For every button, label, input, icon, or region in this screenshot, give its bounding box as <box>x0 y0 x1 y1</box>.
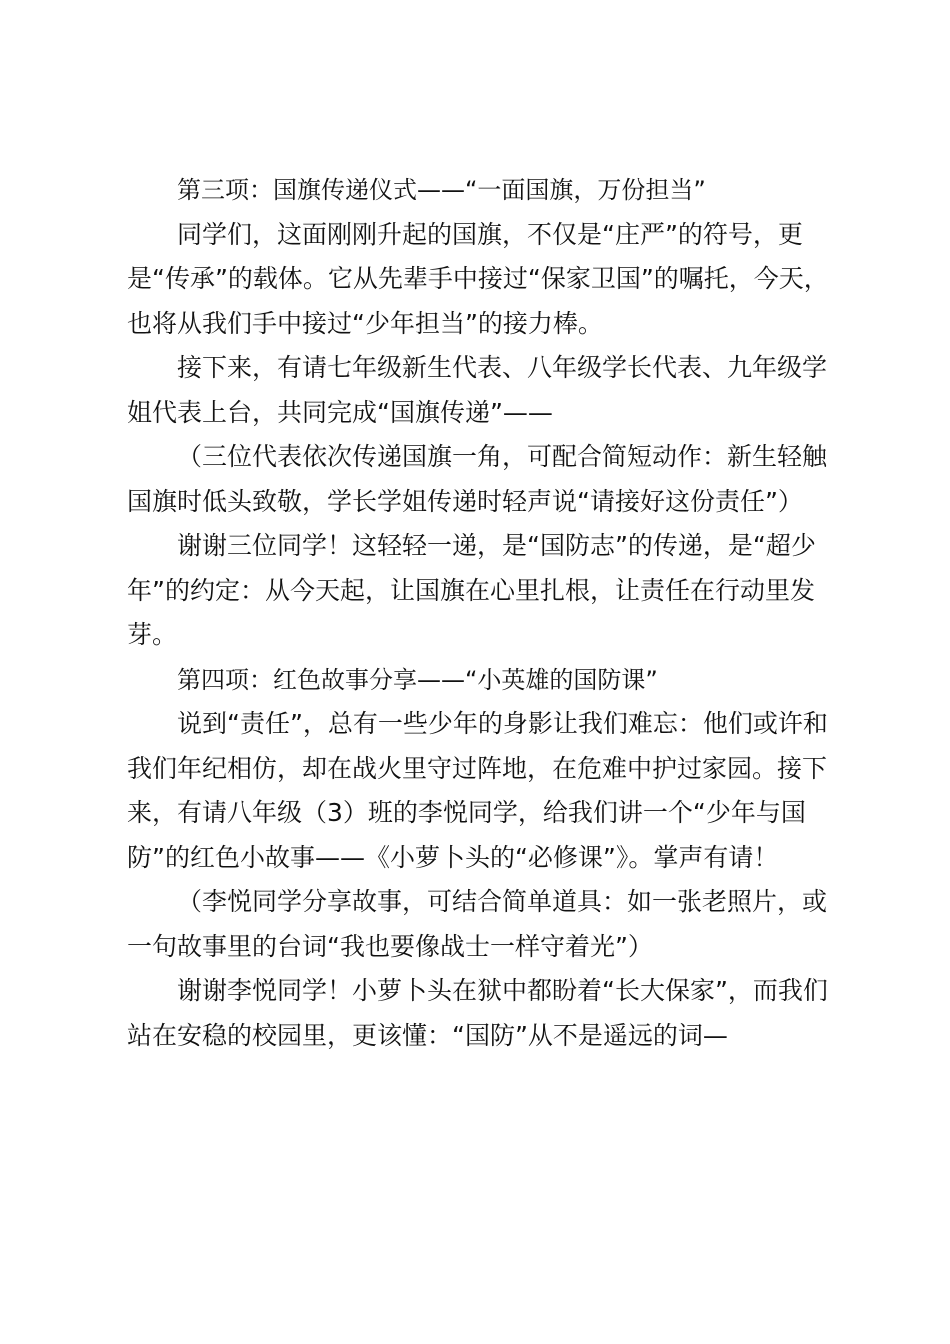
section-heading-3: 第三项：国旗传递仪式——“一面国旗，万份担当” <box>177 176 706 204</box>
document-body <box>127 168 835 1058</box>
paragraph: 说到“责任”，总有一些少年的身影让我们难忘：他们或许和我们年纪相仿，却在战火里守过阵地，在危难中护过家园。接下来，有请八年级（3）班的李悦同学，给我们讲一个“少年与国防”的红色小故事——《小萝卜头的“必修课”》。掌声有请！ <box>127 709 828 872</box>
paragraph: 谢谢三位同学！这轻轻一递，是“国防志”的传递，是“超少年”的约定：从今天起，让国旗在心里扎根，让责任在行动里发芽。 <box>127 531 816 649</box>
section-heading-4: 第四项：红色故事分享——“小英雄的国防课” <box>177 665 658 694</box>
paragraph: 同学们，这面刚刚升起的国旗，不仅是“庄严”的符号，更是“传承”的载体。它从先辈手中接过“保家卫国”的嘱托，今天，也将从我们手中接过“少年担当”的接力棒。 <box>127 219 829 338</box>
paragraph: 谢谢李悦同学！小萝卜头在狱中都盼着“长大保家”，而我们站在安稳的校园里，更该懂：“国防”从不是遥远的词— <box>127 976 828 1050</box>
stage-direction: （李悦同学分享故事，可结合简单道具：如一张老照片，或一句故事里的台词“我也要像战士一样守着光”） <box>127 887 828 961</box>
paragraph: 接下来，有请七年级新生代表、八年级学长代表、九年级学姐代表上台，共同完成“国旗传递”—— <box>127 353 828 427</box>
stage-direction: （三位代表依次传递国旗一角，可配合简短动作：新生轻触国旗时低头致敬，学长学姐传递时轻声说“请接好这份责任”） <box>127 442 828 516</box>
